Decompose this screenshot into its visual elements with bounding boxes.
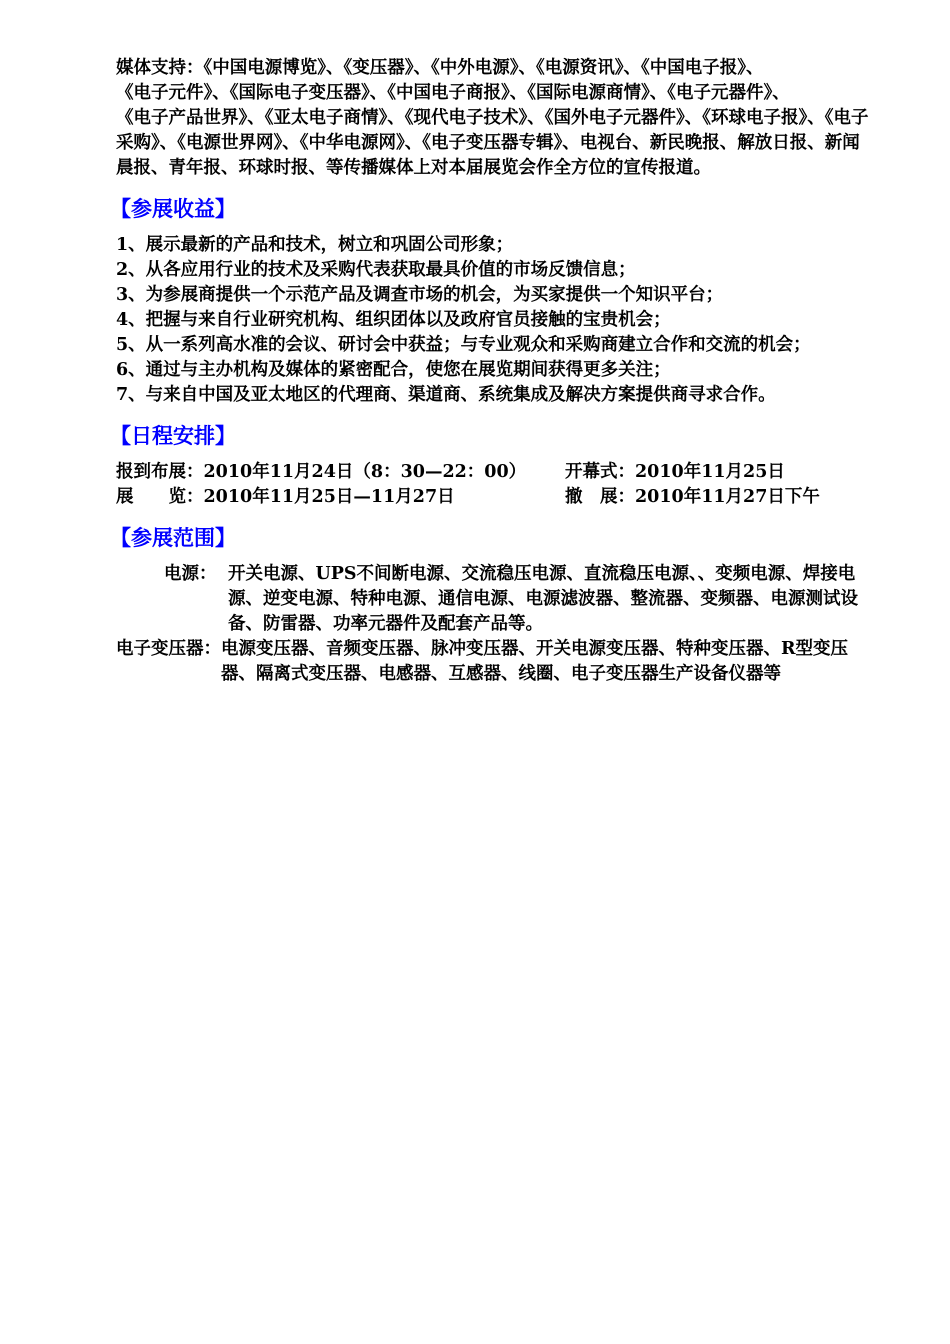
scope-label: 电源： — [164, 564, 217, 584]
scope-item-transformer — [116, 637, 876, 687]
list-item: 6、通过与主办机构及媒体的紧密配合，使您在展览期间获得更多关注； — [116, 360, 671, 380]
list-item: 3、为参展商提供一个示范产品及调查市场的机会，为买家提供一个知识平台； — [116, 285, 724, 305]
scope-list — [116, 562, 876, 687]
media-support-section — [116, 56, 876, 181]
schedule-right: 撤 展：2010年11月27日下午 — [565, 487, 820, 507]
list-item: 5、从一系列高水准的会议、研讨会中获益；与专业观众和采购商建立合作和交流的机会； — [116, 335, 811, 355]
list-item: 7、与来自中国及亚太地区的代理商、渠道商、系统集成及解决方案提供商寻求合作。 — [116, 385, 776, 405]
scope-label: 电子变压器： — [116, 639, 221, 659]
benefits-heading: 【参展收益】 — [110, 197, 236, 221]
schedule-table — [116, 460, 876, 510]
scope-text: 开关电源、UPS不间断电源、交流稳压电源、直流稳压电源、、变频电源、焊接电源、逆变电源、特种电源、通信电源、电源滤波器、整流器、变频器、电源测试设备、防雷器、功率元器件及配套产品等。 — [228, 564, 858, 634]
schedule-row — [116, 485, 876, 510]
schedule-left: 展 览：2010年11月25日—11月27日 — [116, 487, 455, 507]
media-paragraph: 《电子产品世界》、《亚太电子商情》、《现代电子技术》、《国外电子元器件》、《环球电子报》、《电子采购》、《电源世界网》、《中华电源网》、《电子变压器专辑》、电视台、新民晚报、解放日报、新闻晨报、青年报、环球时报、等传播媒体上对本届展览会作全方位的宣传报道。 — [116, 108, 869, 178]
media-paragraph: 媒体支持：《中国电源博览》、《变压器》、《中外电源》、《电源资讯》、《中国电子报》、 — [116, 58, 764, 78]
schedule-right: 开幕式：2010年11月25日 — [565, 462, 785, 482]
list-item: 1、展示最新的产品和技术，树立和巩固公司形象； — [116, 235, 514, 255]
schedule-left: 报到布展：2010年11月24日（8：30—22：00） — [116, 462, 527, 482]
scope-text: 电源变压器、音频变压器、脉冲变压器、开关电源变压器、特种变压器、R型变压器、隔离式变压器、电感器、互感器、线圈、电子变压器生产设备仪器等 — [221, 639, 849, 684]
scope-item-power — [116, 562, 876, 637]
scope-heading: 【参展范围】 — [110, 526, 236, 550]
benefits-list — [116, 233, 876, 408]
list-item: 2、从各应用行业的技术及采购代表获取最具价值的市场反馈信息； — [116, 260, 636, 280]
media-paragraph: 《电子元件》、《国际电子变压器》、《中国电子商报》、《国际电源商情》、《电子元器件》、 — [116, 83, 790, 103]
document-page — [110, 56, 876, 687]
schedule-heading: 【日程安排】 — [110, 424, 236, 448]
schedule-row — [116, 460, 876, 485]
list-item: 4、把握与来自行业研究机构、组织团体以及政府官员接触的宝贵机会； — [116, 310, 671, 330]
